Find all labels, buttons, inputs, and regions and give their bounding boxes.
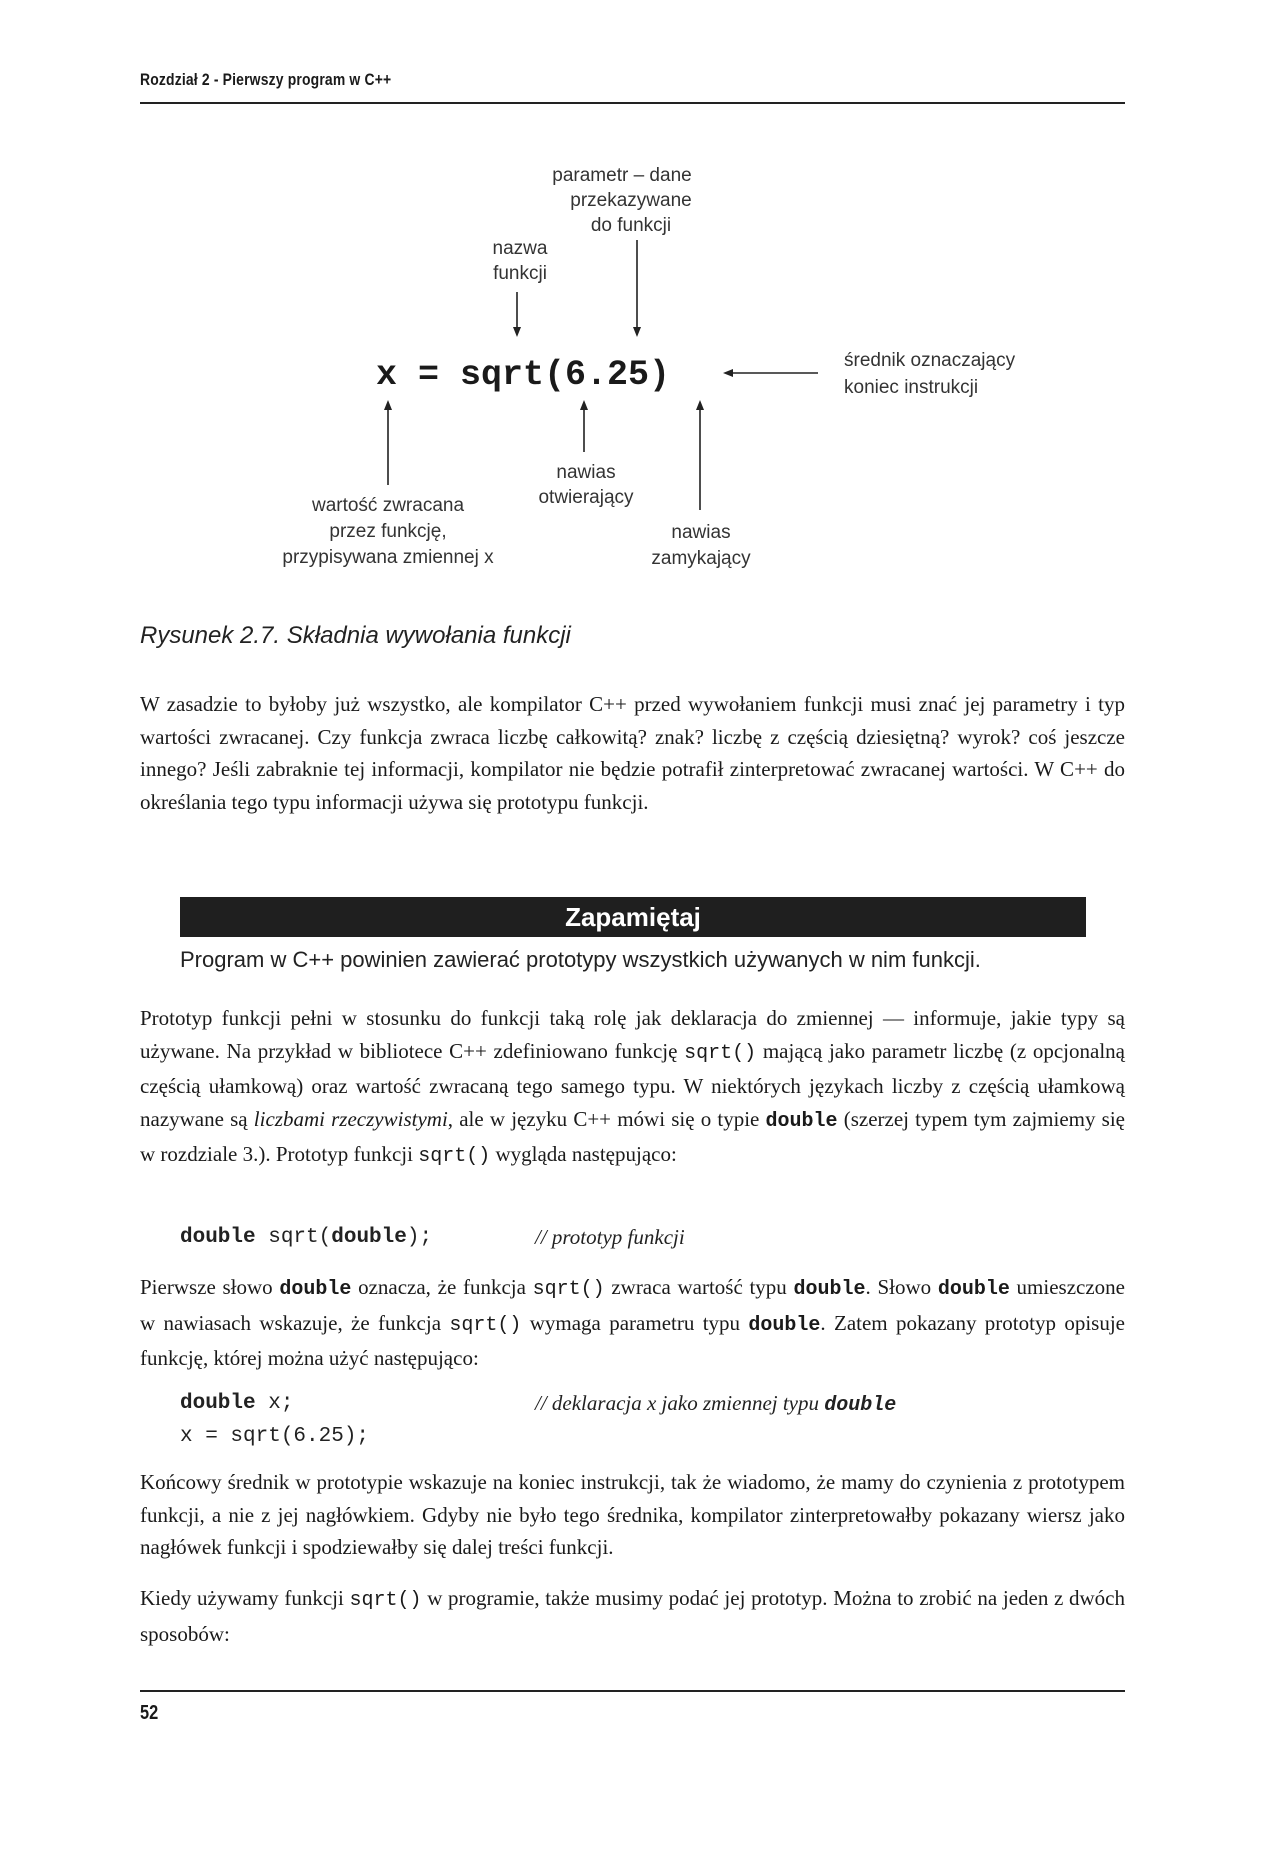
prototype-comment: // prototyp funkcji	[535, 1225, 685, 1249]
assignment-code-line: x = sqrt(6.25);	[180, 1425, 370, 1448]
declaration-comment-text: // deklaracja x jako zmiennej typu	[535, 1391, 825, 1415]
declaration-comment-keyword: double	[824, 1394, 897, 1417]
p3-code-2: sqrt()	[449, 1313, 522, 1337]
p3-keyword-4: double	[748, 1313, 821, 1337]
code1-keyword-2: double	[331, 1226, 407, 1249]
p3-text-4: . Słowo	[865, 1275, 938, 1299]
open-paren-label-line1: nawias	[556, 462, 616, 483]
paragraph-3	[140, 1271, 1125, 1375]
semicolon-label-line2: koniec instrukcji	[844, 377, 979, 398]
param-label-line2: przekazywane	[570, 190, 692, 211]
p2-text-5: wygląda następująco:	[490, 1142, 677, 1166]
prototype-code-line	[180, 1226, 432, 1249]
p5-code-1: sqrt()	[349, 1589, 422, 1612]
header-rule	[140, 102, 1125, 104]
p2-text-4: (szerzej typem tym zajmiemy się w rozdziale 3.). Prototyp funkcji	[140, 1106, 1125, 1166]
p3-text-5: umieszczone w nawiasach wskazuje, że funkcja	[140, 1275, 1125, 1335]
footer-rule	[140, 1690, 1125, 1692]
declaration-comment	[535, 1391, 896, 1417]
code1-mid: sqrt(	[255, 1226, 332, 1249]
p3-text-6: wymaga parametru typu	[521, 1310, 749, 1335]
return-label-line2: przez funkcję,	[329, 521, 447, 542]
return-label-line1: wartość zwracana	[311, 495, 465, 516]
close-paren-label-line1: nawias	[671, 522, 731, 543]
paragraph-4-text: Końcowy średnik w prototypie wskazuje na koniec instrukcji, tak że wiadomo, że mamy do czynienia z prototypem funkcji, a nie z jej nagłówkiem. Gdyby nie było tego średnika, kompilator zinterpretowałby pokazany wiersz jako nagłówek funkcji i spodziewałby się dalej treści funkcji.	[140, 1470, 1125, 1559]
p3-text-1: Pierwsze słowo	[140, 1275, 280, 1299]
p2-text-1: Prototyp funkcji pełni w stosunku do funkcji taką rolę jak deklaracja do zmiennej — informuje, jakie typy są używane. Na przykład w bibliotece C++ zdefiniowano funkcję	[140, 1006, 1125, 1063]
name-label-line1: nazwa	[492, 238, 548, 259]
function-call-syntax-diagram	[0, 140, 1261, 600]
code1-end: );	[406, 1226, 433, 1249]
p3-text-7: . Zatem pokazany prototyp opisuje funkcję, której można użyć następująco:	[140, 1310, 1125, 1370]
param-label-line1: parametr – dane	[552, 165, 692, 186]
running-header: Rozdział 2 - Pierwszy program w C++	[140, 70, 392, 89]
p3-keyword-2: double	[793, 1278, 866, 1301]
semicolon-label-line1: średnik oznaczający	[844, 350, 1016, 371]
return-label-line3: przypisywana zmiennej x	[282, 547, 494, 568]
figure-caption: Rysunek 2.7. Składnia wywołania funkcji	[140, 622, 571, 649]
p3-text-3: zwraca wartość typu	[604, 1275, 794, 1299]
p5-text-1: Kiedy używamy funkcji	[140, 1586, 350, 1610]
paragraph-1	[140, 688, 1125, 818]
name-label-line2: funkcji	[493, 263, 547, 284]
code1-keyword-1: double	[180, 1226, 256, 1249]
p2-code-1: sqrt()	[684, 1041, 757, 1065]
paragraph-1-text: W zasadzie to byłoby już wszystko, ale kompilator C++ przed wywołaniem funkcji musi znać jej parametry i typ wartości zwracanej. Czy funkcja zwraca liczbę całkowitą? znak? liczbę z częścią dziesiętną? wyrok? coś jeszcze innego? Jeśli zabraknie tej informacji, kompilator nie będzie potrafił zinterpretować zwracanej wartości. W C++ do określania tego typu informacji używa się prototypu funkcji.	[140, 692, 1125, 814]
p3-keyword-1: double	[279, 1278, 352, 1301]
paragraph-4	[140, 1466, 1125, 1564]
close-paren-label-line2: zamykający	[651, 548, 751, 569]
p2-keyword-1: double	[765, 1109, 838, 1133]
code-example: x = sqrt(6.25)	[376, 355, 671, 395]
p2-text-2: mającą jako parametr liczbę (z opcjonalną częścią ułamkową) oraz wartość zwracaną tego samego typu. W niektórych językach liczby z częścią ułamkową nazywane są	[140, 1038, 1125, 1131]
p5-text-2: w programie, także musimy podać jej prototyp. Można to zrobić na jeden z dwóch sposobów:	[140, 1586, 1126, 1646]
code2-keyword: double	[180, 1392, 256, 1415]
p2-code-2: sqrt()	[418, 1145, 491, 1168]
p2-text-3: , ale w języku C++ mówi się o typie	[447, 1106, 766, 1131]
open-paren-label-line2: otwierający	[538, 487, 634, 508]
code2-rest: x;	[255, 1392, 294, 1415]
param-label-line3: do funkcji	[590, 215, 672, 236]
p3-text-2: oznacza, że funkcja	[351, 1275, 533, 1299]
paragraph-5	[140, 1582, 1125, 1650]
p3-code-1: sqrt()	[532, 1278, 605, 1301]
declaration-code-line	[180, 1392, 293, 1415]
note-title: Zapamiętaj	[565, 902, 701, 932]
page-number: 52	[140, 1702, 159, 1724]
p3-keyword-3: double	[937, 1278, 1010, 1301]
p2-italic-1: liczbami rzeczywistymi	[253, 1106, 448, 1131]
note-text: Program w C++ powinien zawierać prototypy wszystkich używanych w nim funkcji.	[180, 947, 981, 972]
paragraph-2	[140, 1002, 1125, 1174]
